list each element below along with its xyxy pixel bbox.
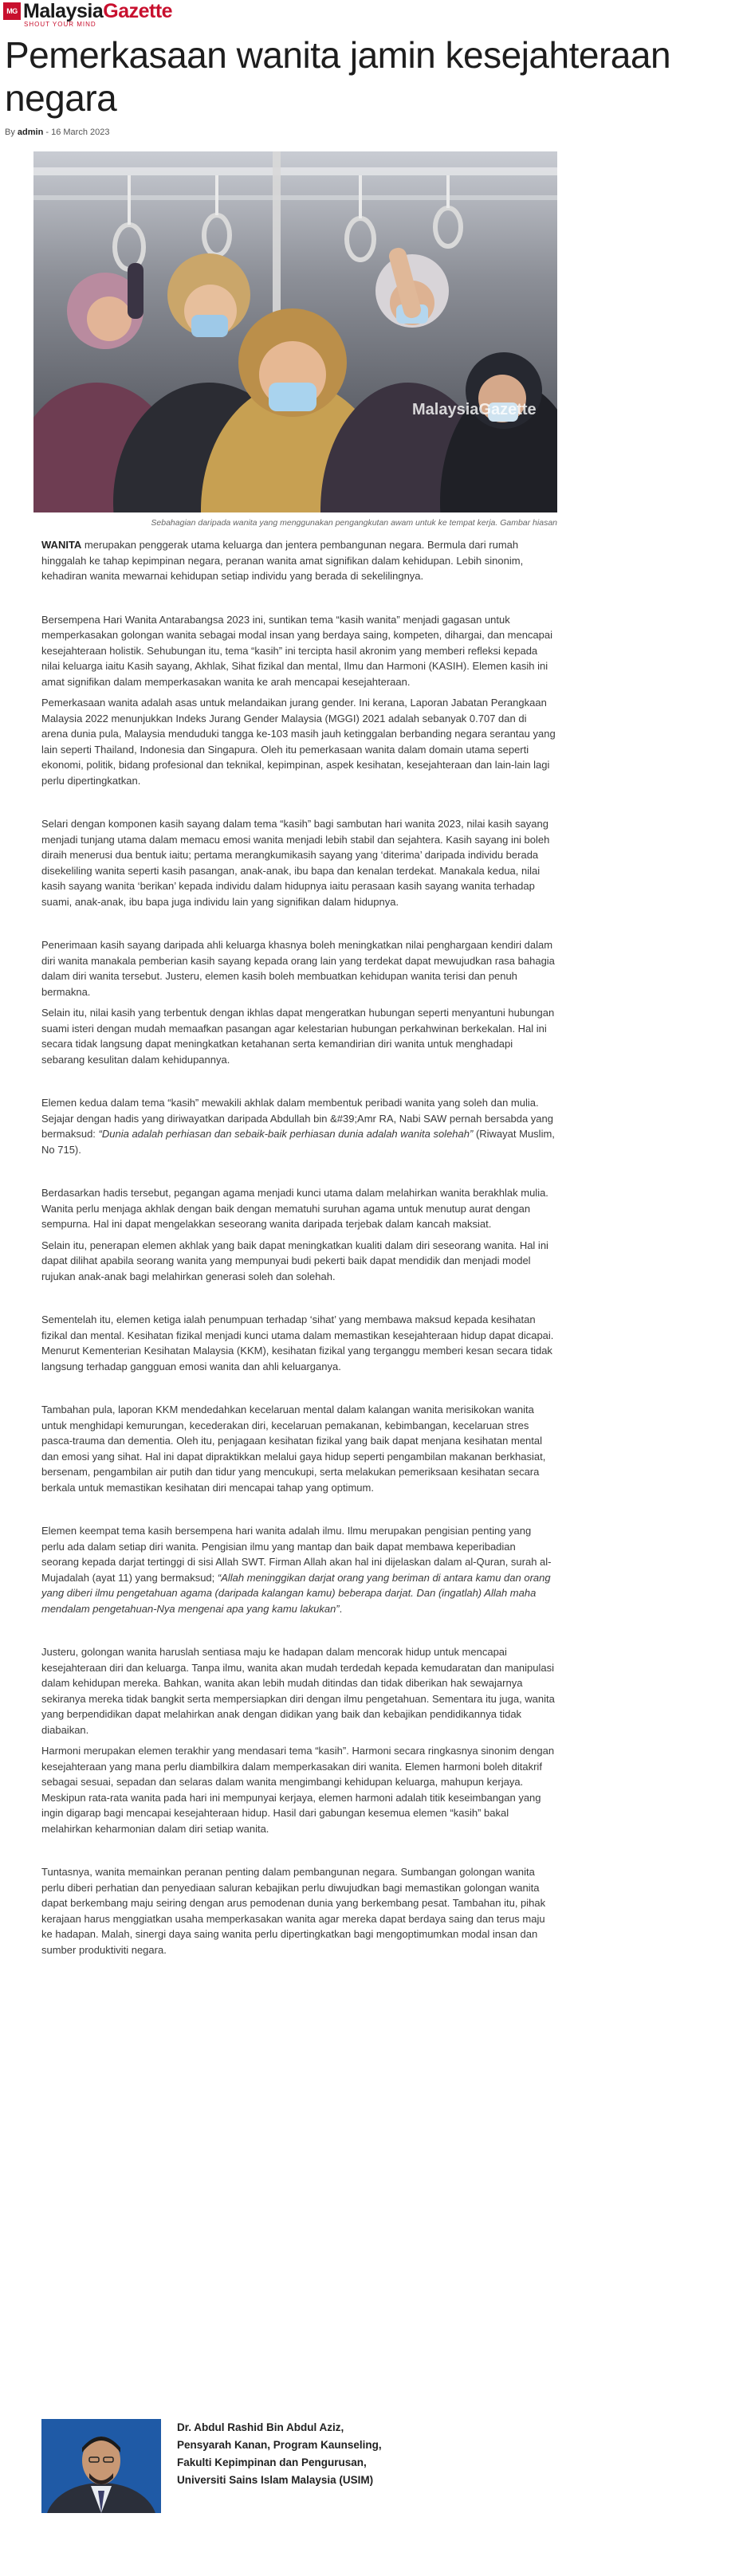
meta-by: By	[5, 128, 18, 137]
article-meta	[5, 128, 109, 137]
hadith-source: (Riwayat Muslim, No 715).	[41, 1128, 555, 1156]
hero-photo-illustration	[33, 151, 557, 512]
logo-tagline: SHOUT YOUR MIND	[24, 21, 96, 28]
paragraph-14: Harmoni merupakan elemen terakhir yang mendasari tema “kasih”. Harmoni secara ringkasnya sinonim dengan kesejahteraan yang mana perlu diambilkira dalam memperkasakan diri wanita. Elemen harmoni boleh ditakrif sebagai sesuai, sepadan dan selaras dalam wanita mengimbangi kehidupan keluarga, mahupun kerjaya. Meskipun rata-rata wanita pada hari ini mempunyai kerjaya, elemen harmoni adalah titik keseimbangan yang ingin digarap bagi mencapai kesejahteraan hidup. Hasil dari gabungan kesemua elemen “kasih” bakal melahirkan keharmonian dalam diri setiap wanita.	[41, 1745, 555, 1835]
meta-separator: -	[43, 128, 52, 137]
logo-name-part2: Gazette	[103, 0, 173, 22]
author-name: Dr. Abdul Rashid Bin Abdul Aziz,	[177, 2421, 344, 2433]
author-position: Pensyarah Kanan, Program Kaunseling,	[177, 2439, 382, 2451]
author-link[interactable]: admin	[17, 128, 44, 137]
article-date: 16 March 2023	[51, 128, 110, 137]
logo-badge-icon: MG	[3, 2, 21, 20]
paragraph-8: Berdasarkan hadis tersebut, pegangan agama menjadi kunci utama dalam melahirkan wanita berakhlak mulia. Wanita perlu menjaga akhlak dengan baik dengan mematuhi suruhan agama untuk menutup aurat dengan sempurna. Hal ini dapat mengelakkan seseorang wanita daripada terjebak dalam kancah maksiat.	[41, 1187, 548, 1230]
photo-watermark: MalaysiaGazette	[412, 401, 537, 418]
paragraph-7	[41, 1095, 556, 1157]
paragraph-15: Tuntasnya, wanita memainkan peranan penting dalam pembangunan negara. Sumbangan golongan wanita perlu diberi perhatian dan penyediaan saluran kebajikan perlu diwujudkan bagi memastikan golongan wanita dapat berkembang maju seiring dengan arus pemodenan dunia yang berkembang pesat. Tambahan itu, pihak kerajaan harus menggiatkan usaha memperkasakan wanita agar mereka dapat berdaya saing dan terus maju ke hadapan. Malah, sinergi daya saing wanita perlu dipertingkatkan bagi mengoptimumkan modal insan dan sumber produktiviti negara.	[41, 1866, 546, 1956]
paragraph-11: Tambahan pula, laporan KKM mendedahkan kecelaruan mental dalam kalangan wanita merisikokan wanita untuk menghidapi kemurungan, kecederakan diri, kecelaruan pemakanan, kebimbangan, kecelaruan stres pasca-trauma dan dementia. Oleh itu, penjagaan kesihatan fizikal yang baik dapat menjana kesihatan mental dan emosi yang sihat. Hal ini dapat dipraktikkan melalui gaya hidup seperti pengambilan makanan berkhasiat, bersenam, pengambilan air putih dan tidur yang mencukupi, serta melakukan pemeriksaan kesihatan secara berkala untuk memastikan kesihatan diri mencapai tahap yang optimum.	[41, 1404, 546, 1494]
hadith-quote: “Dunia adalah perhiasan dan sebaik-baik perhiasan dunia adalah wanita solehah”	[98, 1128, 474, 1140]
logo-wordmark	[23, 2, 172, 21]
paragraph-9: Selain itu, penerapan elemen akhlak yang baik dapat meningkatkan kualiti dalam diri seseorang wanita. Hal ini dapat dilihat apabila seorang wanita yang mempunyai budi pekerti baik dapat mendidik dan menjadi model rujukan anak-anak bagi melahirkan generasi soleh dan solehah.	[41, 1239, 548, 1282]
lead-word: WANITA	[41, 539, 82, 551]
paragraph-12-text: Elemen keempat tema kasih bersempena hari wanita adalah ilmu. Ilmu merupakan pengisian penting yang perlu ada dalam setiap diri wanita. Pengisian ilmu yang mantap dan baik dapat membawa keperibadian seorang kepada darjat tertinggi di sisi Allah SWT. Firman Allah akan hal ini dijelaskan dalam al-Quran, surah al-Mujadalah (ayat 11) yang bermaksud;	[41, 1525, 552, 1584]
author-university: Universiti Sains Islam Malaysia (USIM)	[177, 2474, 374, 2486]
author-photo	[41, 2419, 161, 2513]
paragraph-3: Pemerkasaan wanita adalah asas untuk melandaikan jurang gender. Ini kerana, Laporan Jabatan Perangkaan Malaysia 2022 menunjukkan Indeks Jurang Gender Malaysia (MGGI) 2021 adalah sebanyak 0.707 dan di arena dunia pula, Malaysia menduduki tangga ke-103 masih jauh ketinggalan berbanding negara serantau yang lain seperti Thailand, Indonesia dan Singapura. Oleh itu pemerkasaan wanita dalam domain utama seperti ekonomi, politik, bidang profesional dan teknikal, kepimpinan, aspek kesihatan, kesejahteraan dan lain-lain lagi perlu dipertingkatkan.	[41, 697, 556, 787]
logo-name-part1: Malaysia	[23, 0, 104, 22]
paragraph-2: Bersempena Hari Wanita Antarabangsa 2023 ini, suntikan tema “kasih wanita” menjadi gagasan untuk memperkasakan golongan wanita sebagai modal insan yang berdaya saing, kompeten, dihargai, dan mencapai kesejahteraan holistik. Sehubungan itu, tema “kasih” ini tercipta hasil akronim yang memberi refleksi kepada nilai keluarga iaitu Kasih sayang, Akhlak, Sihat fizikal dan mental, Ilmu dan Harmoni (KASIH). Elemen kasih ini amat signifikan dalam memperkasakan wanita ke arah mencapai kesejahteraan.	[41, 613, 553, 688]
photo-caption: Sebahagian daripada wanita yang menggunakan pengangkutan awam untuk ke tempat kerja. Gambar hiasan	[151, 518, 557, 528]
paragraph-12-end: .	[339, 1602, 343, 1615]
paragraph-1	[41, 537, 556, 584]
hero-photo	[33, 151, 557, 512]
paragraph-12	[41, 1523, 556, 1616]
article-body	[41, 537, 556, 1958]
paragraph-13: Justeru, golongan wanita haruslah sentiasa maju ke hadapan dalam mencorak hidup untuk mencapai kesejahteraan diri dan keluarga. Tanpa ilmu, wanita akan mudah terdedah kepada kemudaratan dan manipulasi dalam kehidupan mereka. Bahkan, wanita akan lebih mudah ditindas dan tidak diberikan hak sewajarnya sekiranya mereka tidak bangkit serta mempersiapkan diri dengan ilmu pengetahuan. Sementara itu juga, wanita yang berpendidikan dapat melahirkan anak dengan didikan yang baik dan kebajikan pendidikannya tidak diabaikan.	[41, 1646, 555, 1736]
paragraph-5: Penerimaan kasih sayang daripada ahli keluarga khasnya boleh meningkatkan nilai penghargaan kendiri dalam diri wanita manakala pemberian kasih sayang kepada orang lain yang terdekat dapat mewujudkan rasa bahagia dalam diri wanita tersebut. Justeru, elemen kasih boleh membuatkan kehidupan wanita terisi dan penuh bermakna.	[41, 939, 555, 998]
paragraph-1-text: merupakan penggerak utama keluarga dan jentera pembangunan negara. Bermula dari rumah hinggalah ke tahap kepimpinan negara, peranan wanita amat signifikan dalam kehidupan. Lebih sinonim, kehadiran wanita mewarnai kehidupan setiap individu yang berada di sekelilingnya.	[41, 539, 524, 582]
paragraph-4: Selari dengan komponen kasih sayang dalam tema “kasih” bagi sambutan hari wanita 2023, nilai kasih sayang menjadi tunjang utama dalam memacu emosi wanita menjadi lebih stabil dan sejahtera. Kasih sayang ini boleh diraih menerusi dua bentuk iaitu; pertama merangkumikasih sayang yang ‘diterima’ daripada individu berada disekeliling wanita seperti kasih pasangan, anak-anak, ibu bapa dan kenalan terdekat. Manakala kedua, nilai kasih sayang wanita ‘berikan’ kepada individu dalam hidupnya iaitu perasaan kasih sayang wanita terhadap suami, anak-anak, ibu bapa juga individu lain yang signifikan dalam hidupnya.	[41, 818, 550, 908]
paragraph-10: Sementelah itu, elemen ketiga ialah penumpuan terhadap ‘sihat’ yang membawa maksud kepada kesihatan fizikal dan mental. Kesihatan fizikal menjadi kunci utama dalam memastikan kesejahteraan hidup dapat dicapai. Menurut Kementerian Kesihatan Malaysia (KKM), kesihatan fizikal yang terganggu memberi kesan secara tidak langsung terhadap gangguan emosi wanita dan ahli keluarganya.	[41, 1314, 554, 1372]
author-bio	[41, 2419, 568, 2515]
author-bio-text	[177, 2419, 382, 2489]
paragraph-7-text: Elemen kedua dalam tema “kasih” mewakili akhlak dalam membentuk peribadi wanita yang soleh dan mulia. Sejajar dengan hadis yang diriwayatkan daripada Abdullah bin &#39;Amr RA, Nabi SAW pernah bersabda yang bermaksud:	[41, 1097, 553, 1140]
paragraph-6: Selain itu, nilai kasih yang terbentuk dengan ikhlas dapat mengeratkan hubungan seperti menyantuni hubungan suami isteri dengan mudah memaafkan pasangan agar kelestarian hubungan perkahwinan berkekalan. Hal ini secara tidak langsung dapat meningkatkan ketahanan serta kemandirian diri wanita untuk menghadapi sebarang kesulitan dalam kehidupannya.	[41, 1007, 555, 1066]
author-faculty: Fakulti Kepimpinan dan Pengurusan,	[177, 2456, 367, 2468]
quran-quote: “Allah meninggikan darjat orang yang beriman di antara kamu dan orang yang diberi ilmu pengetahuan agama (daripada kalangan kamu) beberapa darjat. Dan (ingatlah) Allah maha mendalam pengetahuan-Nya mengenai apa yang kamu lakukan”	[41, 1571, 551, 1615]
article-title: Pemerkasaan wanita jamin kesejahteraan negara	[5, 34, 671, 119]
author-portrait-illustration	[41, 2419, 161, 2513]
site-logo[interactable]	[3, 2, 172, 30]
